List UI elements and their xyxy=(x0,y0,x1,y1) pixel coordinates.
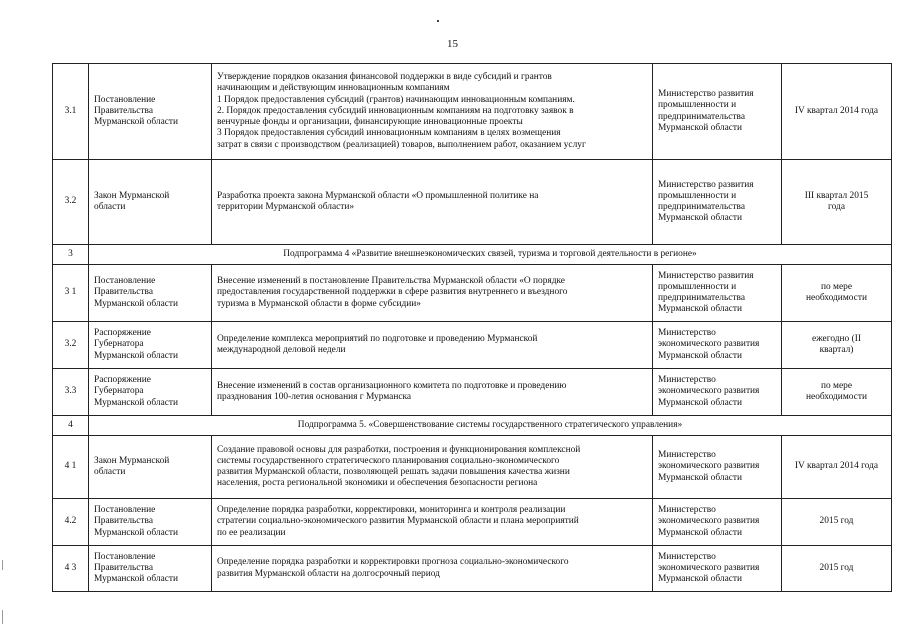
executor-cell-line: экономического развития xyxy=(658,461,760,472)
period-cell-line: 2015 год xyxy=(819,516,854,527)
period-cell-line: необходимости xyxy=(806,293,867,303)
act-type-cell-line: Постановление xyxy=(94,505,156,516)
act-type-cell xyxy=(89,546,212,592)
act-type-cell-line: Распоряжение xyxy=(94,328,151,339)
executor-cell-line: Министерство xyxy=(658,551,716,562)
period-cell-line: квартал) xyxy=(819,345,854,355)
act-content-cell xyxy=(212,64,653,160)
period-cell xyxy=(782,369,892,416)
period-cell xyxy=(782,160,892,245)
executor-cell xyxy=(653,322,782,369)
act-content-cell-line: венчурные фонды и организации, финансирующие инновационные проекты xyxy=(217,117,523,128)
act-content-cell-line: празднования 100-летия основания г Мурманска xyxy=(217,392,412,402)
act-type-cell-line: Губернатора xyxy=(94,386,144,397)
scan-edge-mark xyxy=(2,560,3,570)
act-content-cell-line: начинающим и действующим инновационным компаниям xyxy=(217,83,450,94)
act-content-cell-line: Создание правовой основы для разработки, построения и функционирования комплексной xyxy=(217,444,581,455)
executor-cell-line: Мурманской области xyxy=(658,472,743,483)
row-number: 4 3 xyxy=(53,546,89,592)
act-type-cell xyxy=(89,322,212,369)
act-content-cell xyxy=(212,322,653,369)
executor-cell-line: Министерство развития xyxy=(658,89,754,100)
act-content-cell-line: Разработка проекта закона Мурманской области «О промышленной политике на xyxy=(217,190,539,201)
act-type-cell-line: Мурманской области xyxy=(94,117,179,128)
act-type-cell xyxy=(89,265,212,322)
act-type-cell-line: Постановление xyxy=(94,551,156,562)
period-cell xyxy=(782,499,892,546)
act-type-cell-line: Постановление xyxy=(94,94,156,105)
executor-cell-line: предпринимательства xyxy=(658,111,745,122)
act-type-cell xyxy=(89,64,212,160)
act-type-cell-line: области xyxy=(94,202,126,212)
act-content-cell-line: развития Мурманской области на долгосрочный период xyxy=(217,568,440,579)
executor-cell-line: Министерство xyxy=(658,328,716,339)
act-content-cell-line: Определение комплекса мероприятий по подготовке и проведению Мурманской xyxy=(217,333,538,344)
executor-cell-line: экономического развития xyxy=(658,386,760,397)
executor-cell xyxy=(653,546,782,592)
period-cell-line: IV квартал 2014 года xyxy=(794,105,879,116)
executor-cell-line: экономического развития xyxy=(658,562,760,573)
period-cell xyxy=(782,436,892,499)
executor-cell-line: Мурманской области xyxy=(658,304,743,315)
act-type-cell-line: Губернатора xyxy=(94,339,144,350)
row-number: 3 1 xyxy=(53,265,89,322)
executor-cell-line: предпринимательства xyxy=(658,293,745,303)
table-row xyxy=(53,546,892,592)
executor-cell-line: Мурманской области xyxy=(658,527,743,538)
executor-cell-line: промышленности и xyxy=(658,281,737,292)
executor-cell-line: Министерство развития xyxy=(658,179,754,190)
row-number: 3.3 xyxy=(53,369,89,416)
executor-cell xyxy=(653,265,782,322)
table-row xyxy=(53,160,892,245)
subprogram-title: Подпрограмма 4 «Развитие внешнеэкономических связей, туризма и торговой деятельности в регионе» xyxy=(89,245,892,265)
period-cell xyxy=(782,64,892,160)
page-number: 15 xyxy=(447,38,458,50)
act-content-cell-line: 2. Порядок предоставления субсидий инновационным компаниям на подготовку заявок в xyxy=(217,105,574,116)
executor-cell-line: Мурманской области xyxy=(658,213,743,224)
table-row xyxy=(53,369,892,416)
executor-cell-line: Мурманской области xyxy=(658,122,743,133)
act-content-cell xyxy=(212,160,653,245)
executor-cell-line: предпринимательства xyxy=(658,202,745,212)
table-row xyxy=(53,499,892,546)
period-cell-line: необходимости xyxy=(806,392,867,402)
act-content-cell-line: стратегии социально-экономического развития Мурманской области и плана мероприятий xyxy=(217,516,579,527)
act-content-cell-line: населения, роста региональной экономики и обеспечения безопасности региона xyxy=(217,478,538,489)
table-row xyxy=(53,322,892,369)
act-content-cell-line: туризма в Мурманской области в форме субсидии» xyxy=(217,298,421,309)
table-body xyxy=(53,64,892,592)
act-type-cell-line: Мурманской области xyxy=(94,527,179,538)
act-type-cell xyxy=(89,499,212,546)
act-content-cell xyxy=(212,369,653,416)
executor-cell xyxy=(653,369,782,416)
executor-cell xyxy=(653,436,782,499)
act-content-cell-line: предоставления государственной поддержки в сфере развития внутреннего и въездного xyxy=(217,287,568,298)
row-number: 3.2 xyxy=(53,160,89,245)
executor-cell-line: экономического развития xyxy=(658,339,760,350)
act-content-cell-line: затрат в связи с производством (реализацией) товаров, выполнением работ, оказанием услуг xyxy=(217,139,586,150)
scan-edge-mark xyxy=(2,610,3,624)
act-type-cell-line: Мурманской области xyxy=(94,350,179,361)
period-cell-line: по мере xyxy=(821,380,852,391)
act-content-cell-line: Внесение изменений в постановление Правительства Мурманской области «О порядке xyxy=(217,276,565,287)
subprogram-row xyxy=(53,245,892,265)
period-cell-line: ежегодно (II xyxy=(812,333,861,344)
act-type-cell-line: Закон Мурманской xyxy=(94,455,170,466)
row-number: 4 1 xyxy=(53,436,89,499)
row-number: 4 xyxy=(53,416,89,436)
executor-cell-line: экономического развития xyxy=(658,516,760,527)
executor-cell-line: Мурманской области xyxy=(658,397,743,408)
executor-cell-line: Министерство xyxy=(658,505,716,516)
act-content-cell-line: Определение порядка разработки, корректировки, мониторинга и контроля реализации xyxy=(217,505,566,516)
executor-cell-line: Министерство xyxy=(658,375,716,386)
act-type-cell-line: Мурманской области xyxy=(94,298,179,309)
act-type-cell-line: Мурманской области xyxy=(94,574,179,585)
act-content-cell-line: международной деловой недели xyxy=(217,345,346,355)
period-cell xyxy=(782,322,892,369)
act-content-cell-line: территории Мурманской области» xyxy=(217,202,355,212)
period-cell-line: 2015 год xyxy=(819,562,854,573)
subprogram-row xyxy=(53,416,892,436)
subprogram-title: Подпрограмма 5. «Совершенствование системы государственного стратегического управления» xyxy=(89,416,892,436)
act-type-cell-line: Закон Мурманской xyxy=(94,190,170,201)
act-type-cell-line: Правительства xyxy=(94,562,153,573)
executor-cell xyxy=(653,64,782,160)
row-number: 3.1 xyxy=(53,64,89,160)
executor-cell xyxy=(653,160,782,245)
act-content-cell-line: системы государственного стратегического планирования социально-экономического xyxy=(217,455,560,466)
act-type-cell xyxy=(89,160,212,245)
act-type-cell-line: Правительства xyxy=(94,105,153,116)
executor-cell-line: Мурманской области xyxy=(658,574,743,585)
row-number: 3 xyxy=(53,245,89,265)
period-cell-line: IV квартал 2014 года xyxy=(794,461,879,472)
act-type-cell xyxy=(89,436,212,499)
act-content-cell-line: Утверждение порядков оказания финансовой поддержки в виде субсидий и грантов xyxy=(217,72,552,83)
scan-speck xyxy=(437,20,439,22)
executor-cell-line: промышленности и xyxy=(658,100,737,111)
table-row xyxy=(53,64,892,160)
row-number: 4.2 xyxy=(53,499,89,546)
act-type-cell-line: Распоряжение xyxy=(94,375,151,386)
act-content-cell-line: Внесение изменений в состав организационного комитета по подготовке и проведению xyxy=(217,380,567,391)
act-type-cell-line: Правительства xyxy=(94,287,153,298)
act-content-cell-line: развития Мурманской области, позволяющей решать задачи повышения качества жизни xyxy=(217,467,570,477)
act-type-cell-line: Мурманской области xyxy=(94,397,179,408)
act-type-cell-line: области xyxy=(94,467,126,477)
period-cell xyxy=(782,546,892,592)
act-content-cell xyxy=(212,436,653,499)
row-number: 3.2 xyxy=(53,322,89,369)
period-cell xyxy=(782,265,892,322)
table-row xyxy=(53,265,892,322)
period-cell-line: по мере xyxy=(821,281,852,292)
act-type-cell xyxy=(89,369,212,416)
table-row xyxy=(53,436,892,499)
executor-cell-line: Министерство xyxy=(658,450,716,461)
act-type-cell-line: Правительства xyxy=(94,516,153,527)
executor-cell xyxy=(653,499,782,546)
act-content-cell-line: 3 Порядок предоставления субсидий инновационным компаниям в целях возмещения xyxy=(217,128,561,139)
executor-cell-line: Мурманской области xyxy=(658,350,743,361)
act-content-cell-line: Определение порядка разработки и корректировки прогноза социально-экономического xyxy=(217,557,569,568)
act-content-cell xyxy=(212,265,653,322)
act-type-cell-line: Постановление xyxy=(94,276,156,287)
period-cell-line: III квартал 2015 xyxy=(804,190,869,201)
act-content-cell xyxy=(212,499,653,546)
legal-acts-table xyxy=(52,63,892,592)
act-content-cell-line: 1 Порядок предоставления субсидий (грантов) начинающим инновационным компаниям. xyxy=(217,94,575,105)
act-content-cell-line: по ее реализации xyxy=(217,527,286,538)
executor-cell-line: промышленности и xyxy=(658,190,737,201)
executor-cell-line: Министерство развития xyxy=(658,270,754,281)
period-cell-line: года xyxy=(828,202,845,212)
act-content-cell xyxy=(212,546,653,592)
